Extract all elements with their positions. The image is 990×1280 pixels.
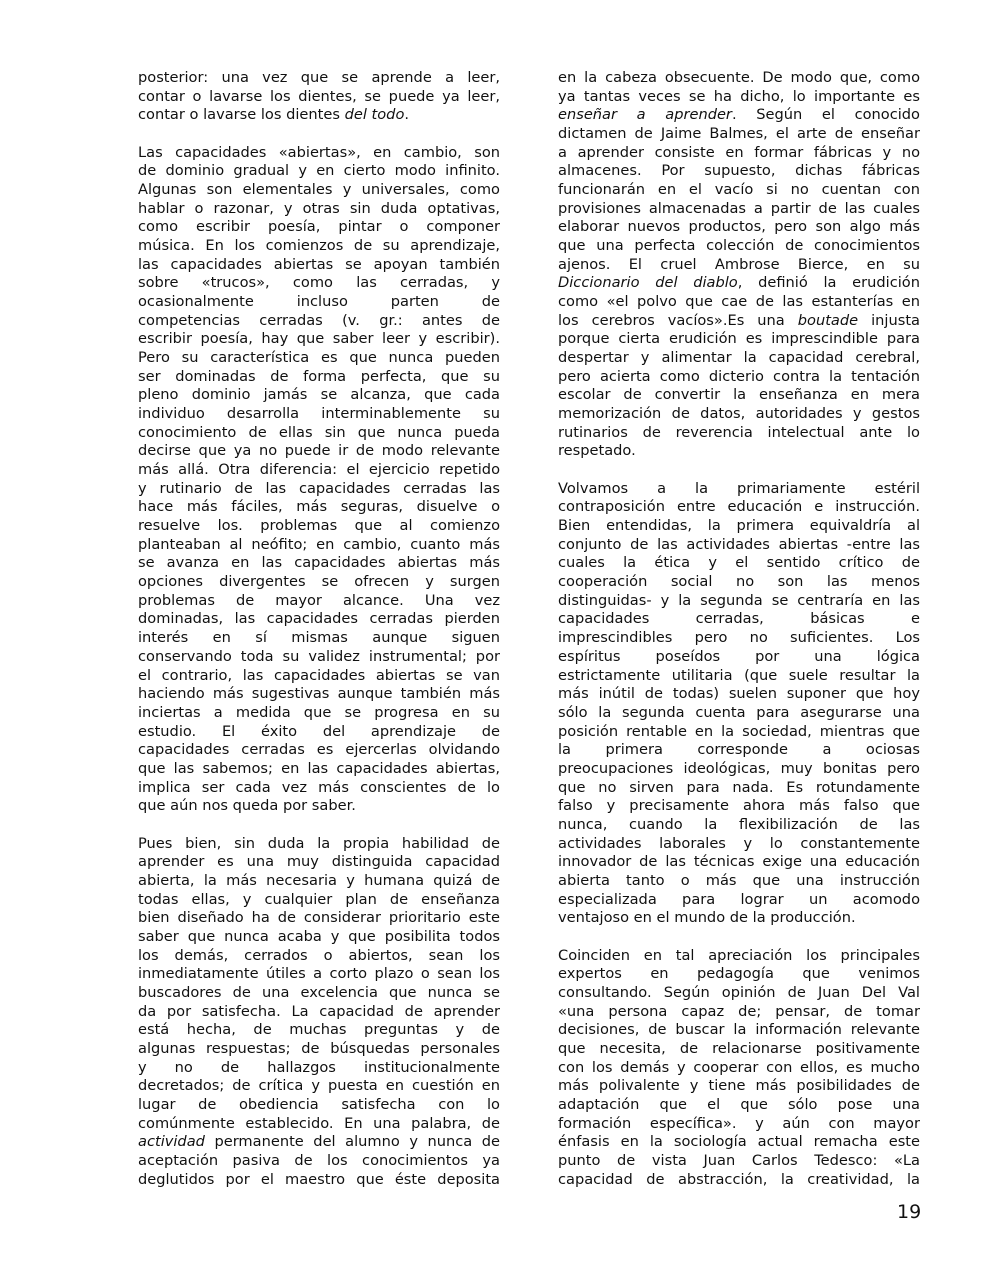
italic-text: boutade (797, 311, 859, 329)
paragraph (138, 69, 500, 125)
text-run: Las capacidades «abiertas», en cambio, son (138, 143, 500, 161)
text-run: Coinciden en tal apreciación los principales (558, 946, 920, 964)
text-line (558, 293, 920, 312)
text-line (558, 106, 920, 125)
text-run: pero acierta como dicterio contra la tentación (558, 367, 920, 385)
text-line (558, 741, 920, 760)
text-line (138, 69, 500, 88)
right-column (558, 69, 920, 1189)
italic-text: Diccionario del diablo (558, 274, 738, 292)
text-run: deglutidos por el maestro que éste deposita (138, 1170, 500, 1188)
text-line (558, 1040, 920, 1059)
text-line (138, 872, 500, 891)
text-line (558, 1171, 920, 1190)
text-line (138, 610, 500, 629)
text-line (558, 312, 920, 331)
text-run: más allá. Otra diferencia: el ejercicio repetido (138, 461, 500, 479)
text-run: expertos en pedagogía que venimos (558, 965, 920, 983)
text-line (138, 1059, 500, 1078)
text-line (138, 928, 500, 947)
text-line (558, 965, 920, 984)
text-run: imprescindibles pero no suficientes. Los (558, 629, 920, 647)
text-run: y no de hallazgos institucionalmente (138, 1058, 500, 1076)
text-line (138, 797, 500, 816)
paragraph (558, 480, 920, 928)
text-line (138, 1040, 500, 1059)
text-line (558, 704, 920, 723)
text-run: porque cierta erudición es imprescindible para (558, 330, 920, 348)
text-run: que no sirven para nada. Es rotundamente (558, 778, 920, 796)
text-line (138, 554, 500, 573)
text-run: capacidades cerradas, básicas e (558, 610, 920, 628)
text-run: en la cabeza obsecuente. De modo que, como (558, 69, 920, 86)
text-run: preocupaciones ideológicas, muy bonitas pero (558, 759, 920, 777)
text-line (558, 554, 920, 573)
text-run: respetado. (558, 442, 636, 460)
text-run: estrictamente utilitaria (que suele resultar la (558, 666, 920, 684)
text-run: escribir poesía, hay que saber leer y escribir). (138, 330, 500, 348)
text-run: . (404, 106, 410, 124)
text-line (138, 536, 500, 555)
text-line (138, 517, 500, 536)
text-line (138, 779, 500, 798)
text-line (138, 144, 500, 163)
text-line (138, 704, 500, 723)
text-line (138, 480, 500, 499)
text-line (138, 648, 500, 667)
text-run: música. En los comienzos de su aprendizaje, (138, 237, 500, 255)
text-run: interés en sí mismas aunque siguen (138, 629, 500, 647)
text-run: da por satisfecha. La capacidad de aprender (138, 1002, 500, 1020)
text-line (558, 1096, 920, 1115)
text-run: posición rentable en la sociedad, mientras que (558, 722, 920, 740)
text-run: que necesita, de relacionarse positivamente (558, 1039, 920, 1057)
text-line (558, 218, 920, 237)
text-line (558, 1059, 920, 1078)
text-run: de dominio gradual y en cierto modo infinito. (138, 162, 500, 180)
text-run: Bien entendidas, la primera equivaldría al (558, 517, 920, 535)
text-run: conjunto de las actividades abiertas -entre las (558, 535, 920, 553)
text-line (558, 1152, 920, 1171)
text-run: problemas de mayor alcance. Una vez (138, 591, 500, 609)
text-run: consultando. Según opinión de Juan Del Val (558, 983, 920, 1001)
text-line (138, 256, 500, 275)
text-run: inciertas a medida que se progresa en su (138, 703, 500, 721)
text-run: haciendo más sugestivas aunque también más (138, 685, 500, 703)
text-run: aprender es una muy distinguida capacidad (138, 853, 500, 871)
italic-text: actividad (138, 1133, 205, 1151)
text-run: capacidades cerradas es ejercerlas olvidando (138, 741, 500, 759)
text-run: implica ser cada vez más conscientes de lo (138, 778, 500, 796)
text-line (138, 891, 500, 910)
text-line (558, 480, 920, 499)
text-run: opciones divergentes se ofrecen y surgen (138, 573, 500, 591)
text-run: ajenos. El cruel Ambrose Bierce, en su (558, 255, 920, 273)
text-run: memorización de datos, autoridades y gestos (558, 405, 920, 423)
paragraph (558, 69, 920, 461)
text-run: algunas respuestas; de búsquedas personales (138, 1039, 500, 1057)
italic-text: enseñar a aprender (558, 106, 732, 124)
text-run: conocimiento de ellas sin que nunca pueda (138, 423, 500, 441)
text-run: falso y precisamente ahora más falso que (558, 797, 920, 815)
text-line (138, 947, 500, 966)
text-run: la primera corresponde a ociosas (558, 741, 920, 759)
text-line (138, 965, 500, 984)
text-run: ya tantas veces se ha dicho, lo importante es (558, 87, 920, 105)
text-run: Pero su característica es que nunca pueden (138, 349, 500, 367)
text-line (558, 1003, 920, 1022)
text-run: inmediatamente útiles a corto plazo o sean los (138, 965, 500, 983)
text-line (138, 274, 500, 293)
text-run: lugar de obediencia satisfecha con lo (138, 1095, 500, 1113)
text-run: rutinarios de reverencia intelectual ante lo (558, 423, 920, 441)
text-line (138, 853, 500, 872)
text-line (558, 1133, 920, 1152)
text-run: las capacidades abiertas se apoyan también (138, 255, 500, 273)
text-run: almacenes. Por supuesto, dichas fábricas (558, 162, 920, 180)
text-run: se avanza en las capacidades abiertas más (138, 554, 500, 572)
text-line (138, 386, 500, 405)
text-run: escolar de convertir la enseñanza en mera (558, 386, 920, 404)
text-line (558, 648, 920, 667)
text-run: adaptación que el que sólo pose una (558, 1095, 920, 1113)
paragraph (558, 947, 920, 1190)
text-line (138, 237, 500, 256)
text-line (558, 256, 920, 275)
text-line (558, 984, 920, 1003)
page-number: 19 (897, 1201, 922, 1223)
text-run: dominadas, las capacidades cerradas pierden (138, 610, 500, 628)
text-run: , definió la erudición (737, 274, 920, 292)
text-run: capacidad de abstracción, la creatividad, la (558, 1170, 920, 1188)
text-line (558, 667, 920, 686)
text-line (138, 1096, 500, 1115)
text-line (138, 1021, 500, 1040)
text-line (558, 891, 920, 910)
paragraph (138, 144, 500, 816)
text-line (558, 442, 920, 461)
text-run: funcionarán en el vacío si no cuentan con (558, 181, 920, 199)
text-run: nunca, cuando la flexibilización de las (558, 815, 920, 833)
text-run: los cerebros vacíos».Es una (558, 311, 798, 329)
text-line (138, 984, 500, 1003)
text-run: hace más fáciles, más seguras, disuelve o (138, 498, 500, 516)
text-run: bien diseñado ha de considerar prioritario este (138, 909, 500, 927)
text-run: permanente del alumno y nunca de (204, 1133, 500, 1151)
text-run: provisiones almacenadas a partir de las cuales (558, 199, 920, 217)
text-run: abierta tanto o más que una instrucción (558, 871, 920, 889)
text-run: actividades laborales y lo constantemente (558, 834, 920, 852)
text-line (558, 498, 920, 517)
text-run: todas ellas, y cualquier plan de enseñanza (138, 890, 500, 908)
text-run: más polivalente y tiene más posibilidades de (558, 1077, 920, 1095)
text-line (558, 237, 920, 256)
text-run: que las sabemos; en las capacidades abiertas, (138, 759, 500, 777)
text-run: ventajoso en el mundo de la producción. (558, 909, 856, 927)
text-line (558, 162, 920, 181)
text-line (138, 405, 500, 424)
text-line (558, 723, 920, 742)
text-run: Pues bien, sin duda la propia habilidad de (138, 834, 500, 852)
text-run: distinguidas- y la segunda se centraría en las (558, 591, 920, 609)
text-line (138, 200, 500, 219)
text-line (138, 498, 500, 517)
text-line (138, 1077, 500, 1096)
text-line (138, 1003, 500, 1022)
text-line (558, 386, 920, 405)
text-run: y rutinario de las capacidades cerradas las (138, 479, 500, 497)
text-line (558, 274, 920, 293)
text-run: buscadores de una excelencia que nunca se (138, 983, 500, 1001)
text-run: saber que nunca acaba y que posibilita todos (138, 927, 500, 945)
text-line (558, 685, 920, 704)
text-run: aceptación pasiva de los conocimientos ya (138, 1151, 500, 1169)
text-run: a aprender consiste en formar fábricas y no (558, 143, 920, 161)
text-line (558, 592, 920, 611)
text-line (558, 424, 920, 443)
text-line (558, 1021, 920, 1040)
text-line (138, 1133, 500, 1152)
paragraph-spacer (558, 928, 920, 947)
text-run: hablar o razonar, y otras sin duda optativas, (138, 199, 500, 217)
text-line (138, 629, 500, 648)
text-run: decisiones, de buscar la información relevante (558, 1021, 920, 1039)
text-line (138, 312, 500, 331)
text-line (138, 162, 500, 181)
text-run: abierta, la más necesaria y humana quizá de (138, 871, 500, 889)
text-line (138, 1115, 500, 1134)
text-line (558, 405, 920, 424)
text-run: más inútil de todas) suelen suponer que hoy (558, 685, 920, 703)
text-run: competencias cerradas (v. gr.: antes de (138, 311, 500, 329)
text-run: como escribir poesía, pintar o componer (138, 218, 500, 236)
text-run: especializada para lograr un acomodo (558, 890, 920, 908)
text-run: sólo la segunda cuenta para asegurarse una (558, 703, 920, 721)
text-line (138, 835, 500, 854)
text-line (138, 293, 500, 312)
text-run: el contrario, las capacidades abiertas se van (138, 666, 500, 684)
text-line (138, 106, 500, 125)
text-run: Algunas son elementales y universales, como (138, 181, 500, 199)
text-line (138, 1171, 500, 1190)
text-line (138, 573, 500, 592)
text-run: resuelve los. problemas que al comienzo (138, 517, 500, 535)
text-line (138, 330, 500, 349)
text-run: elaborar nuevos productos, pero son algo más (558, 218, 920, 236)
text-line (558, 536, 920, 555)
text-line (558, 330, 920, 349)
text-line (138, 909, 500, 928)
text-run: contar o lavarse los dientes, se puede ya leer, (138, 87, 500, 105)
text-run: está hecha, de muchas preguntas y de (138, 1021, 500, 1039)
text-run: conservando toda su validez instrumental; por (138, 647, 500, 665)
text-run: decirse que ya no puede ir de modo relevante (138, 442, 500, 460)
text-line (558, 760, 920, 779)
text-line (138, 685, 500, 704)
text-line (558, 629, 920, 648)
text-line (138, 181, 500, 200)
text-line (138, 1152, 500, 1171)
text-line (138, 349, 500, 368)
text-run: cuales la ética y el sentido crítico de (558, 554, 920, 572)
text-run: formación específica». y aún con mayor (558, 1114, 920, 1132)
text-line (138, 88, 500, 107)
text-line (558, 200, 920, 219)
text-line (138, 442, 500, 461)
text-run: Volvamos a la primariamente estéril (558, 479, 920, 497)
text-run: punto de vista Juan Carlos Tedesco: «La (558, 1151, 920, 1169)
text-run: cooperación social no son las menos (558, 573, 920, 591)
text-run: contraposición entre educación e instrucción. (558, 498, 920, 516)
text-run: planteaban al neófito; en cambio, cuanto más (138, 535, 500, 553)
text-line (558, 368, 920, 387)
text-line (558, 909, 920, 928)
text-line (558, 517, 920, 536)
italic-text: del todo (344, 106, 405, 124)
text-line (558, 349, 920, 368)
text-line (558, 779, 920, 798)
text-line (138, 424, 500, 443)
paragraph-spacer (138, 816, 500, 835)
text-run: ser dominadas de forma perfecta, que su (138, 367, 500, 385)
text-line (558, 872, 920, 891)
text-run: contar o lavarse los dientes (138, 106, 345, 124)
text-line (138, 723, 500, 742)
text-run: espíritus poseídos por una lógica (558, 647, 920, 665)
text-line (558, 69, 920, 88)
text-line (138, 592, 500, 611)
text-line (558, 797, 920, 816)
text-run: los demás, cerrados o abiertos, sean los (138, 946, 500, 964)
text-run: individuo desarrolla interminablemente su (138, 405, 500, 423)
text-line (138, 741, 500, 760)
text-run: posterior: una vez que se aprende a leer, (138, 69, 500, 86)
text-line (138, 760, 500, 779)
text-line (138, 667, 500, 686)
text-run: decretados; de crítica y puesta en cuestión en (138, 1077, 500, 1095)
text-line (558, 1077, 920, 1096)
text-run: injusta (858, 311, 921, 329)
text-line (558, 835, 920, 854)
text-line (558, 816, 920, 835)
text-run: énfasis en la sociología actual remacha este (558, 1133, 920, 1151)
text-line (558, 947, 920, 966)
text-line (138, 368, 500, 387)
text-run: comúnmente establecido. En una palabra, de (138, 1114, 500, 1132)
text-run: ocasionalmente incluso parten de (138, 293, 500, 311)
paragraph (138, 835, 500, 1190)
text-run: «una persona capaz de; pensar, de tomar (558, 1002, 920, 1020)
text-line (138, 218, 500, 237)
text-run: estudio. El éxito del aprendizaje de (138, 722, 500, 740)
text-run: como «el polvo que cae de las estanterías en (558, 293, 920, 311)
text-run: . Según el conocido (731, 106, 920, 124)
text-line (558, 1115, 920, 1134)
text-run: pleno dominio jamás se alcanza, que cada (138, 386, 500, 404)
text-run: dictamen de Jaime Balmes, el arte de enseñar (558, 125, 920, 143)
left-column (138, 69, 500, 1189)
text-line (138, 461, 500, 480)
text-run: innovador de las técnicas exige una educación (558, 853, 920, 871)
paragraph-spacer (138, 125, 500, 144)
text-line (558, 144, 920, 163)
text-line (558, 573, 920, 592)
text-run: sobre «trucos», como las cerradas, y (138, 274, 500, 292)
text-run: que aún nos queda por saber. (138, 797, 356, 815)
text-run: despertar y alimentar la capacidad cerebral, (558, 349, 920, 367)
text-run: que una perfecta colección de conocimientos (558, 237, 920, 255)
text-line (558, 853, 920, 872)
text-line (558, 181, 920, 200)
text-run: con los demás y cooperar con ellos, es mucho (558, 1058, 920, 1076)
paragraph-spacer (558, 461, 920, 480)
text-line (558, 610, 920, 629)
text-line (558, 88, 920, 107)
text-line (558, 125, 920, 144)
